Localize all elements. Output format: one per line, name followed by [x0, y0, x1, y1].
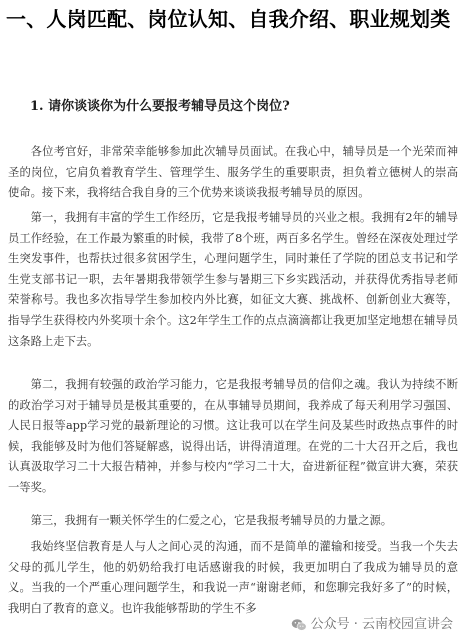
paragraph-intro: 各位考官好，非常荣幸能够参加此次辅导员面试。在我心中，辅导员是一个光荣而神圣的岗位，它肩负着教育学生、管理学生、服务学生的重要职责，担负着立德树人的崇高使命。接下来，我将结合我自身的三个优势来谈谈我报考辅导员的原因。 [8, 145, 458, 200]
wechat-watermark [287, 615, 459, 635]
question-heading: 1. 请你谈谈你为什么要报考辅导员这个岗位? [30, 99, 290, 114]
watermark-text: 公众号 · 云南校园宣讲会 [310, 617, 453, 632]
wechat-icon [291, 617, 307, 633]
paragraph-second-reason: 第二，我拥有较强的政治学习能力，它是我报考辅导员的信仰之魂。我认为持续不断的政治学习对于辅导员是极其重要的，在从事辅导员期间，我养成了每天利用学习强国、人民日报等app学习党的最新理论的习惯。这让我可以在学生问及某些时政热点事件的时候，我能够及时为他们答疑解惑，说得出话，讲得清道理。在党的二十大召开之后，我也认真汲取学习二十大报告精神，并参与校内“学习二十大，奋进新征程”微宣讲大赛，荣获一等奖。 [8, 378, 458, 494]
paragraph-story: 我始终坚信教育是人与人之间心灵的沟通，而不是简单的灌输和接受。当我一个失去父母的孤儿学生，他的奶奶给我打电话感谢我的时候，我更加明白了我成为辅导员的意义。当我的一个严重心理问题学生，和我说一声“谢谢老师，和您聊完我好多了”的时候，我明白了教育的意义。也许我能够帮助的学生不多 [8, 540, 458, 615]
paragraph-third-reason: 第三，我拥有一颗关怀学生的仁爱之心，它是我报考辅导员的力量之源。 [30, 514, 393, 527]
section-title: 一、人岗匹配、岗位认知、自我介绍、职业规划类 [6, 7, 451, 31]
paragraph-first-reason: 第一，我拥有丰富的学生工作经历，它是我报考辅导员的兴业之根。我拥有2年的辅导员工作经验，在工作最为繁重的时候，我带了8个班，两百多名学生。曾经在深夜处理过学生突发事件，也帮扶过很多贫困学生，心理问题学生，同时兼任了学院的团总支书记和学生党支部书记一职，去年暑期我带领学生参与暑期三下乡实践活动，并获得优秀指导老师荣誉称号。我也多次指导学生参加校内外比赛，如征文大赛、挑战杯、创新创业大赛等，指导学生获得校内外奖项十余个。这2年学生工作的点点滴滴都让我更加坚定地想在辅导员这条路上走下去。 [8, 211, 458, 348]
